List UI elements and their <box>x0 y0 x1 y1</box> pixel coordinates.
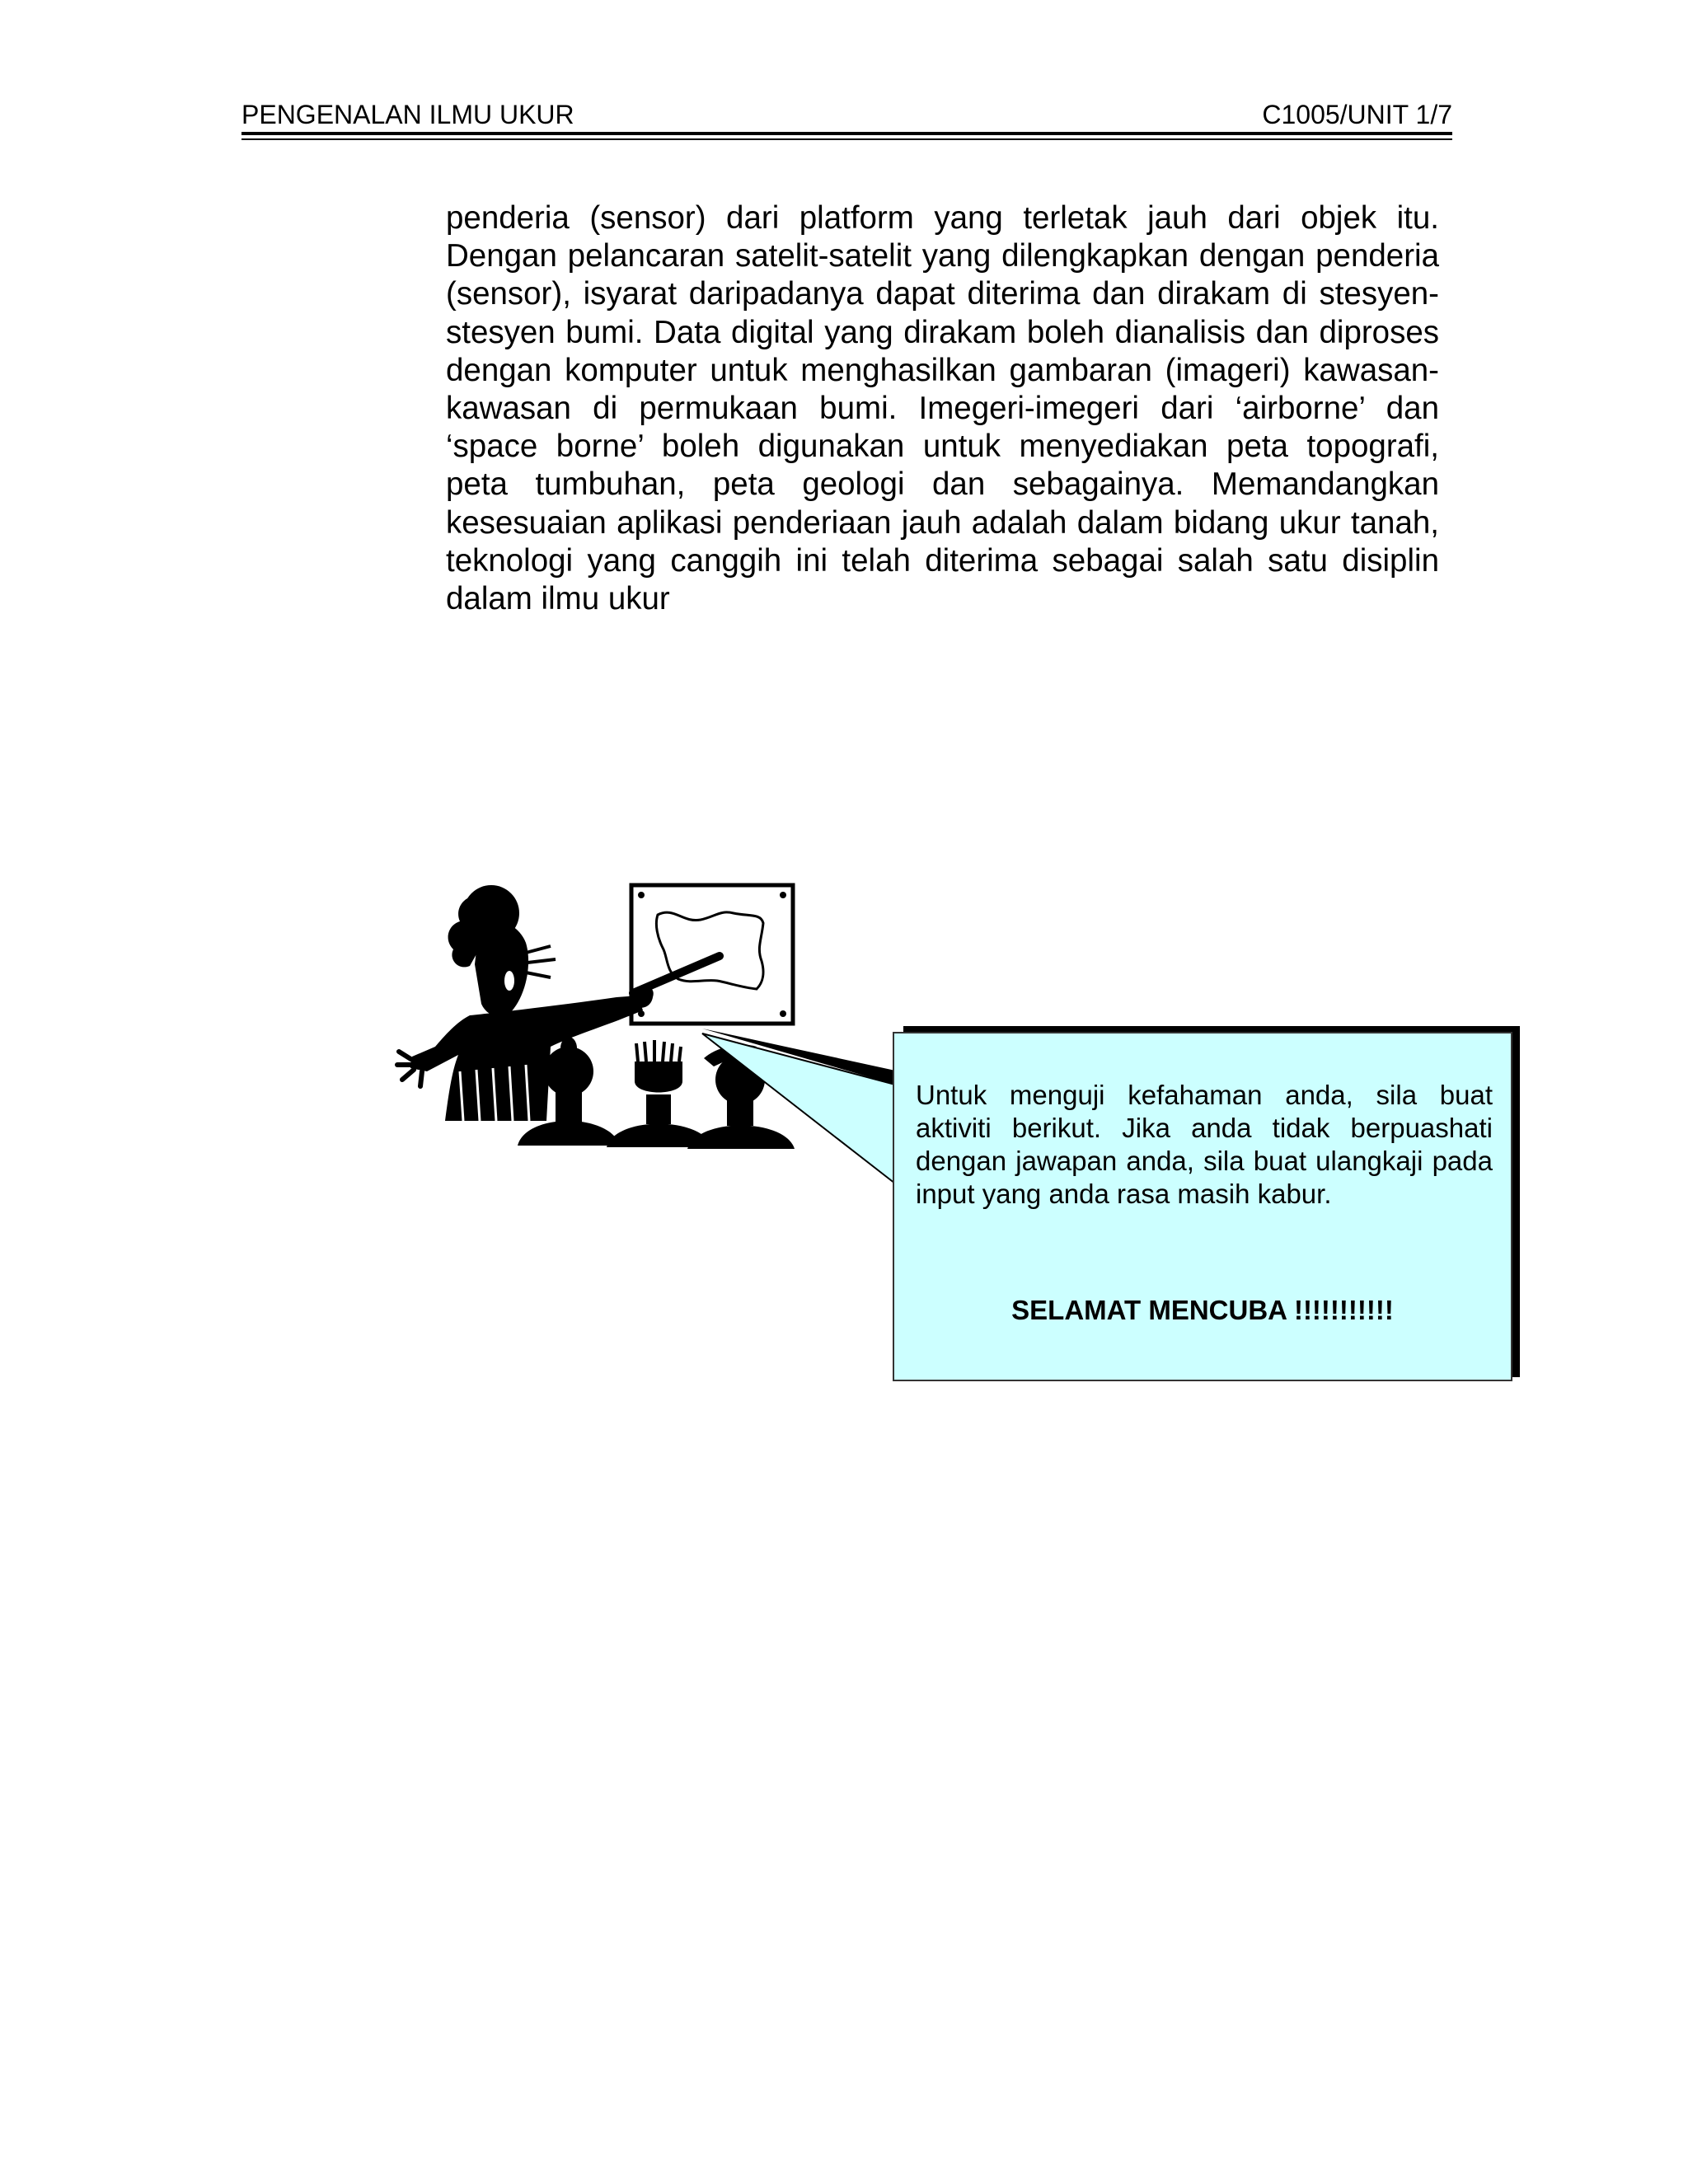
page-header <box>241 97 1452 132</box>
header-rule <box>241 132 1452 135</box>
map-board-icon <box>631 885 793 1024</box>
callout-text: Untuk menguji kefahaman anda, sila buat aktiviti berikut. Jika anda tidak berpuashati dengan jawapan anda, sila buat ulangkaji pada input yang anda rasa masih kabur. <box>916 1080 1493 1209</box>
header-title: PENGENALAN ILMU UKUR <box>241 100 574 129</box>
callout-title: SELAMAT MENCUBA !!!!!!!!!!! <box>1011 1295 1394 1325</box>
header-rule-thin <box>241 138 1452 140</box>
header-code: C1005/UNIT 1/7 <box>1262 100 1452 129</box>
callout-box <box>893 1032 1512 1381</box>
teacher-icon <box>397 885 654 1121</box>
callout-pointer <box>692 1022 907 1187</box>
body-paragraph: penderia (sensor) dari platform yang terletak jauh dari objek itu. Dengan pelancaran satelit-satelit yang dilengkapkan dengan penderia (sensor), isyarat daripadanya dapat diterima dan dirakam di stesyen-stesyen bumi. Data digital yang dirakam boleh dianalisis dan diproses dengan komputer untuk menghasilkan gambaran (imageri) kawasan-kawasan di permukaan bumi. Imegeri-imegeri dari ‘airborne’ dan ‘space borne’ boleh digunakan untuk menyediakan peta topografi, peta tumbuhan, peta geologi dan sebagainya. Memandangkan kesesuaian aplikasi penderiaan jauh adalah dalam bidang ukur tanah, teknologi yang canggih ini telah diterima sebagai salah satu disiplin dalam ilmu ukur <box>446 200 1439 617</box>
